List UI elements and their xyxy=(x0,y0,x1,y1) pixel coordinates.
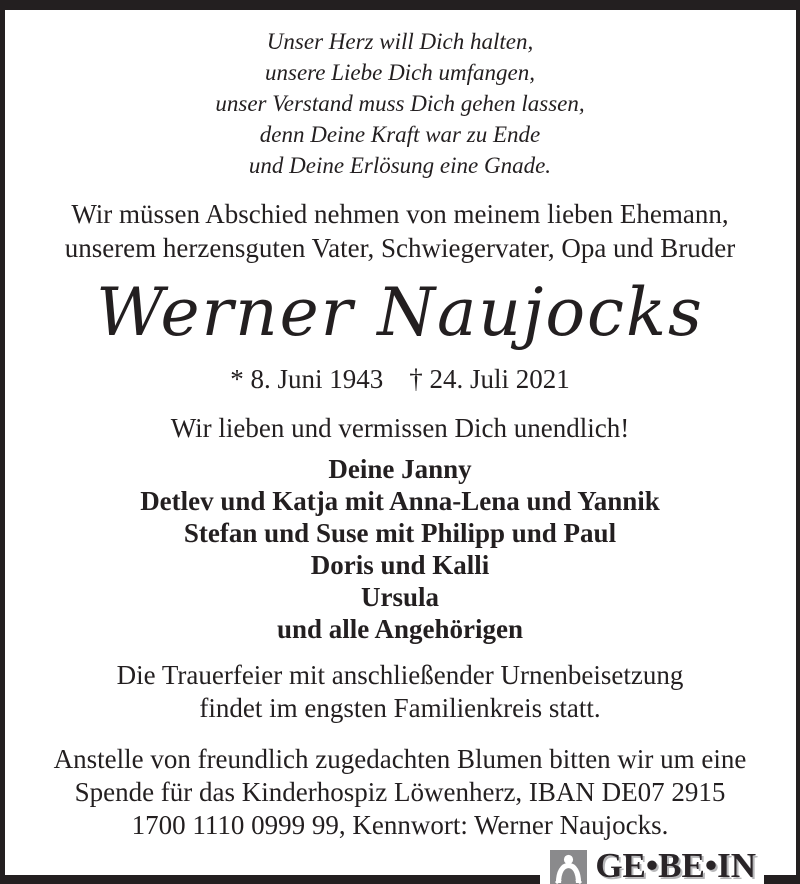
donation-line: 1700 1110 0999 99, Kennwort: Werner Naujocks. xyxy=(131,810,669,840)
mourner-line: Deine Janny xyxy=(328,454,472,484)
mourner-line: Stefan und Suse mit Philipp und Paul xyxy=(183,518,617,548)
mourner-line: und alle Angehörigen xyxy=(276,614,524,644)
announcement-line: Wir müssen Abschied nehmen von meinem lieben Ehemann, xyxy=(71,199,729,229)
poem-line: Unser Herz will Dich halten, xyxy=(266,29,534,54)
gebein-figure-icon xyxy=(550,850,587,884)
poem-line: denn Deine Kraft war zu Ende xyxy=(259,122,541,147)
donation-info xyxy=(20,743,780,842)
donation-line: Spende für das Kinderhospiz Löwenherz, IBAN DE07 2915 xyxy=(74,777,726,807)
ceremony-line: Die Trauerfeier mit anschließender Urnenbeisetzung xyxy=(116,660,684,690)
ceremony-line: findet im engsten Familienkreis statt. xyxy=(199,693,601,723)
opening-poem xyxy=(20,26,780,181)
death-date: † 24. Juli 2021 xyxy=(409,364,570,394)
deceased-name: Werner Naujocks xyxy=(96,274,704,351)
mourner-line: Ursula xyxy=(360,582,439,612)
announcement-text xyxy=(20,197,780,265)
mourner-line: Detlev und Katja mit Anna-Lena und Yannik xyxy=(140,486,660,516)
poem-line: unsere Liebe Dich umfangen, xyxy=(265,60,535,85)
publisher-logo xyxy=(540,844,764,884)
birth-date: * 8. Juni 1943 xyxy=(230,364,384,394)
poem-line: und Deine Erlösung eine Gnade. xyxy=(248,153,552,178)
mourner-line: Doris und Kalli xyxy=(310,550,490,580)
life-dates xyxy=(20,363,780,396)
announcement-line: unserem herzensguten Vater, Schwiegervater, Opa und Bruder xyxy=(64,233,736,263)
ceremony-info xyxy=(20,659,780,725)
donation-line: Anstelle von freundlich zugedachten Blumen bitten wir um eine xyxy=(53,744,747,774)
poem-line: unser Verstand muss Dich gehen lassen, xyxy=(215,91,585,116)
publisher-logo-text: GE•BE•IN xyxy=(595,846,756,884)
mourners-list xyxy=(20,453,780,645)
farewell-line: Wir lieben und vermissen Dich unendlich! xyxy=(170,413,630,443)
